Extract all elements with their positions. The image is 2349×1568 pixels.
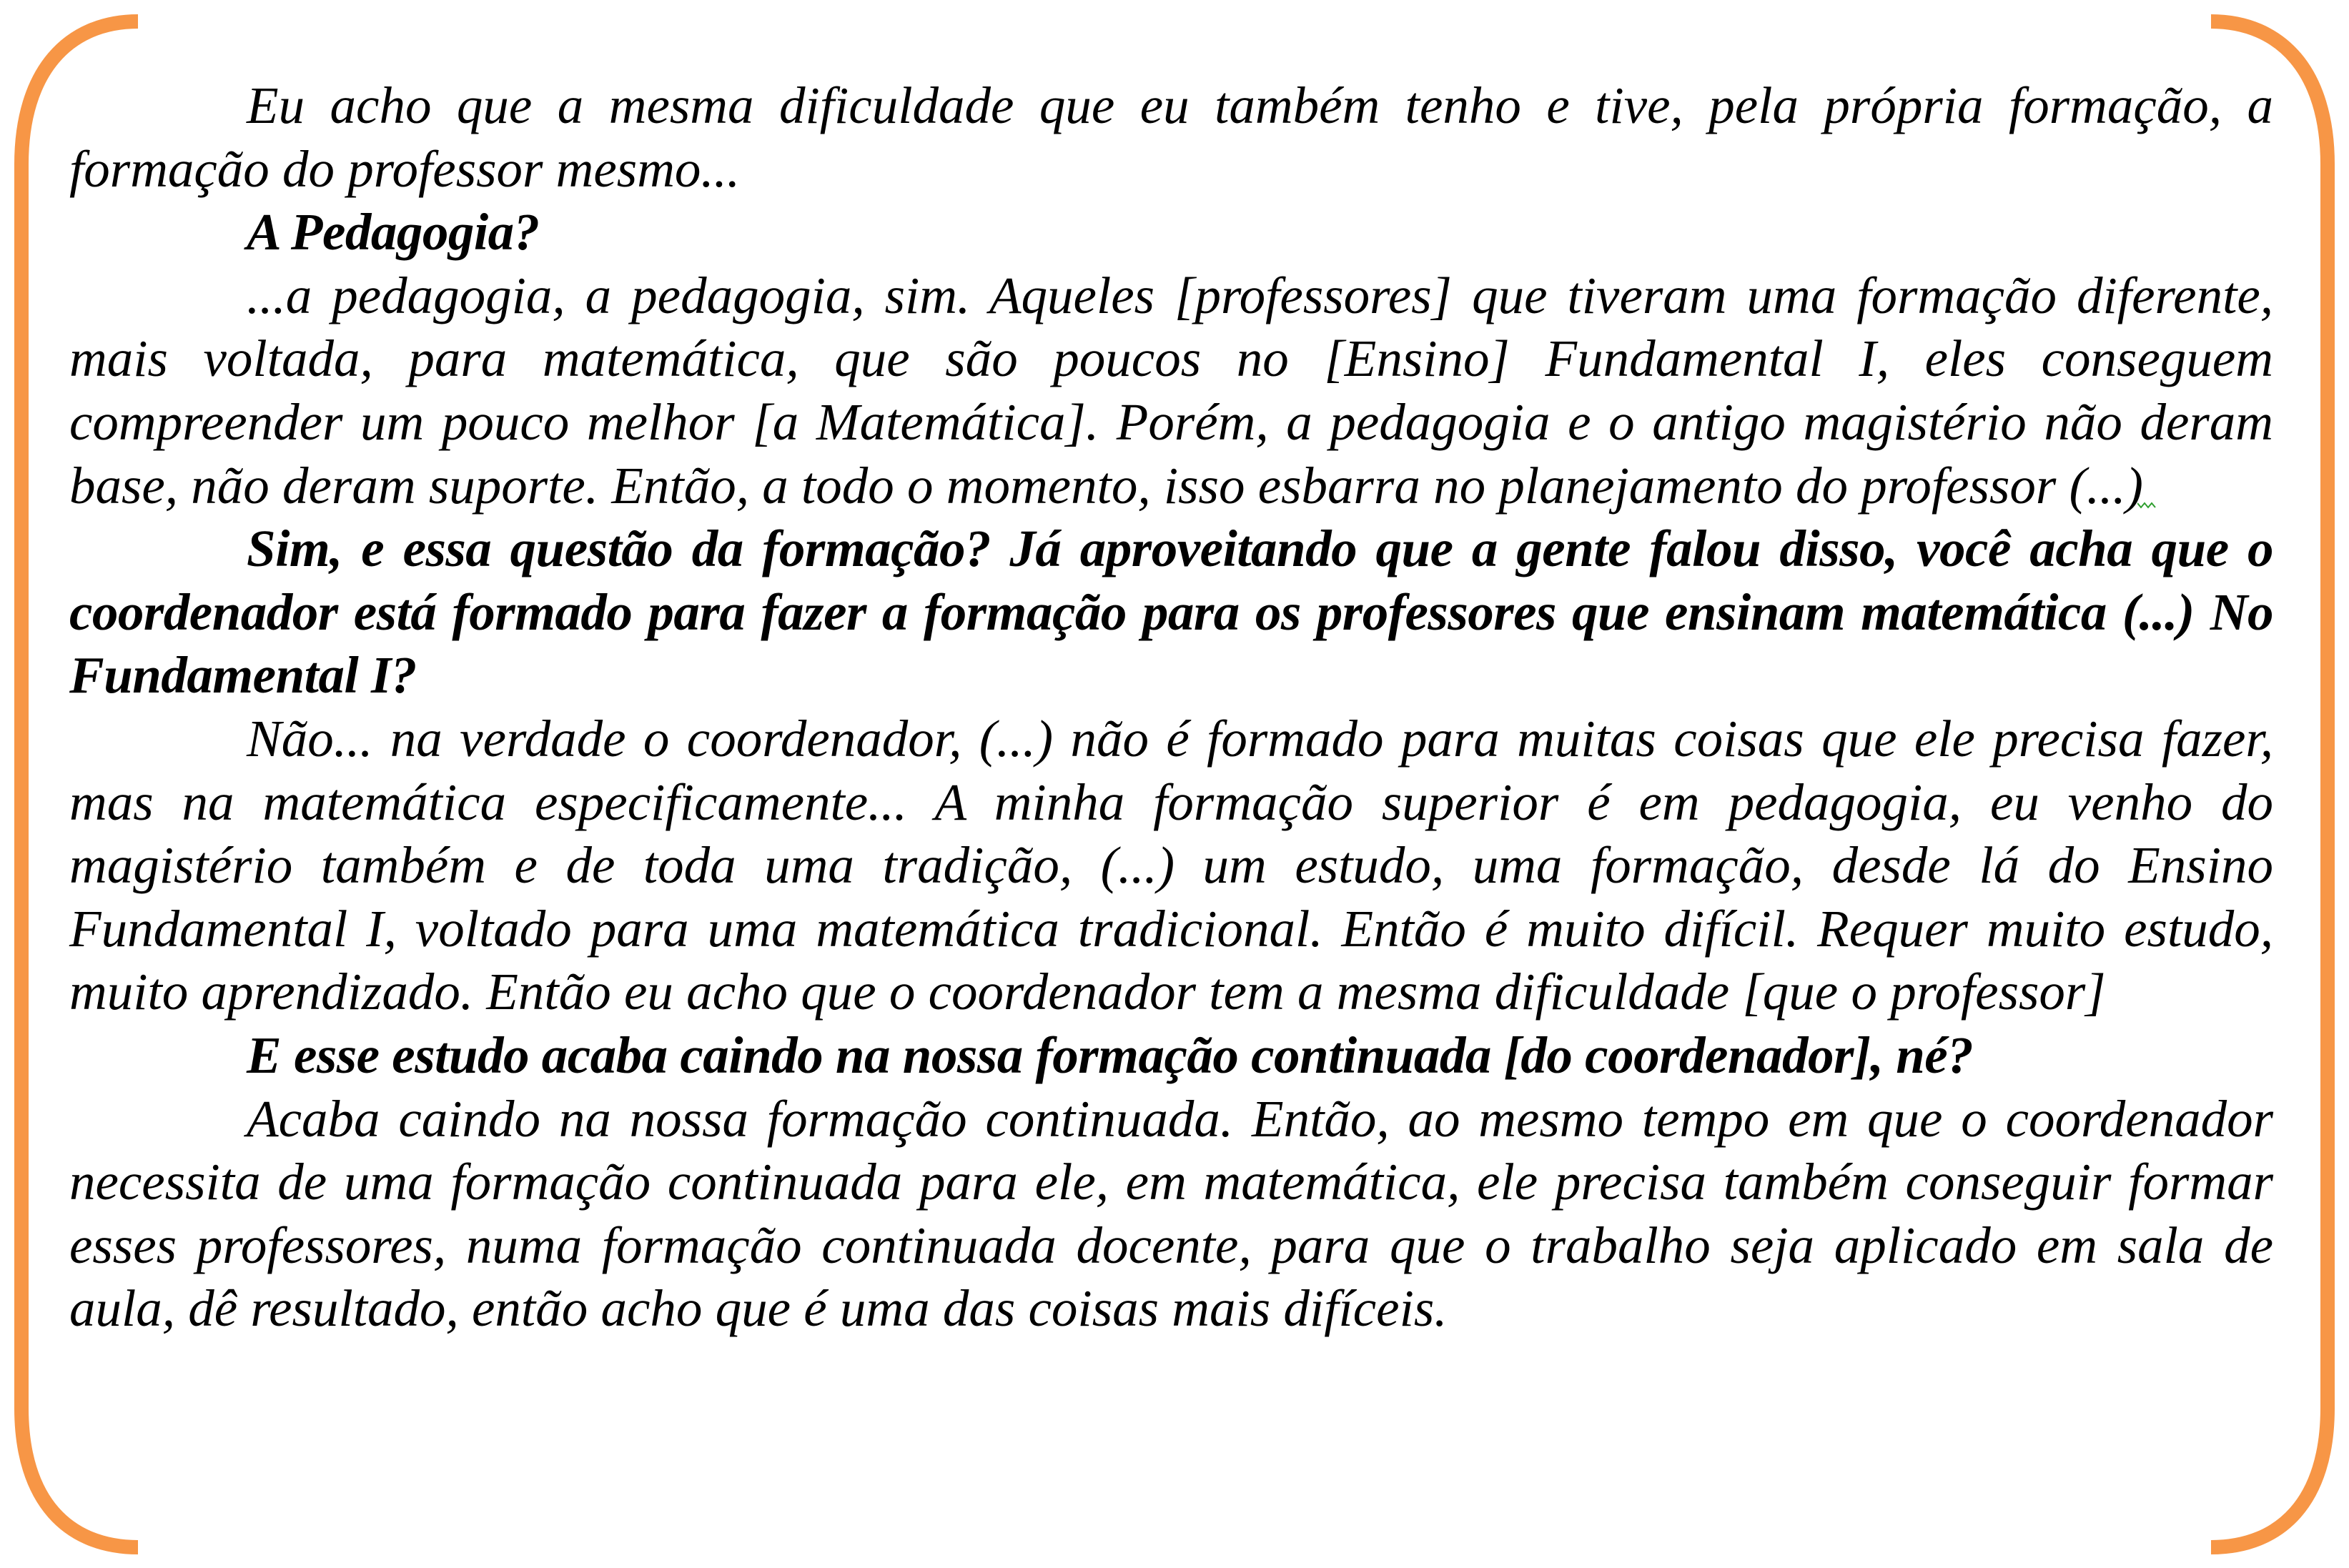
answer-text: ...a pedagogia, a pedagogia, sim. Aqueles [professores] que tiveram uma formação diferente, mais voltada, para matemática, que são poucos no [Ensino] Fundamental I, eles conseguem compreender um pouco melhor [a Matemática]. Porém, a pedagogia e o antigo magistério não deram base, não deram suporte. Então, a todo o momento, isso esbarra no planejamento do professor (...)	[69, 266, 2273, 515]
question-paragraph: A Pedagogia?	[247, 203, 540, 262]
answer-paragraph: Eu acho que a mesma dificuldade que eu também tenho e tive, pela própria formação, a formação do professor mesmo...	[69, 76, 2273, 198]
spellcheck-squiggle-icon	[2137, 502, 2157, 509]
answer-paragraph: Acaba caindo na nossa formação continuada. Então, ao mesmo tempo em que o coordenador necessita de uma formação continuada para ele, em matemática, ele precisa também conseguir formar esses professores, numa formação continuada docente, para que o trabalho seja aplicado em sala de aula, dê resultado, então acho que é uma das coisas mais difíceis.	[69, 1089, 2273, 1338]
interview-transcript	[69, 74, 2273, 1341]
question-paragraph: E esse estudo acaba caindo na nossa formação continuada [do coordenador], né?	[247, 1026, 1974, 1084]
answer-paragraph: Não... na verdade o coordenador, (...) não é formado para muitas coisas que ele precisa fazer, mas na matemática especificamente... A minha formação superior é em pedagogia, eu venho do magistério também e de toda uma tradição, (...) um estudo, uma formação, desde lá do Ensino Fundamental I, voltado para uma matemática tradicional. Então é muito difícil. Requer muito estudo, muito aprendizado. Então eu acho que o coordenador tem a mesma dificuldade [que o professor]	[69, 709, 2273, 1021]
answer-paragraph	[69, 264, 2273, 517]
question-paragraph: Sim, e essa questão da formação? Já aproveitando que a gente falou disso, você acha que o coordenador está formado para fazer a formação para os professores que ensinam matemática (...) No Fundamental I?	[69, 520, 2273, 705]
